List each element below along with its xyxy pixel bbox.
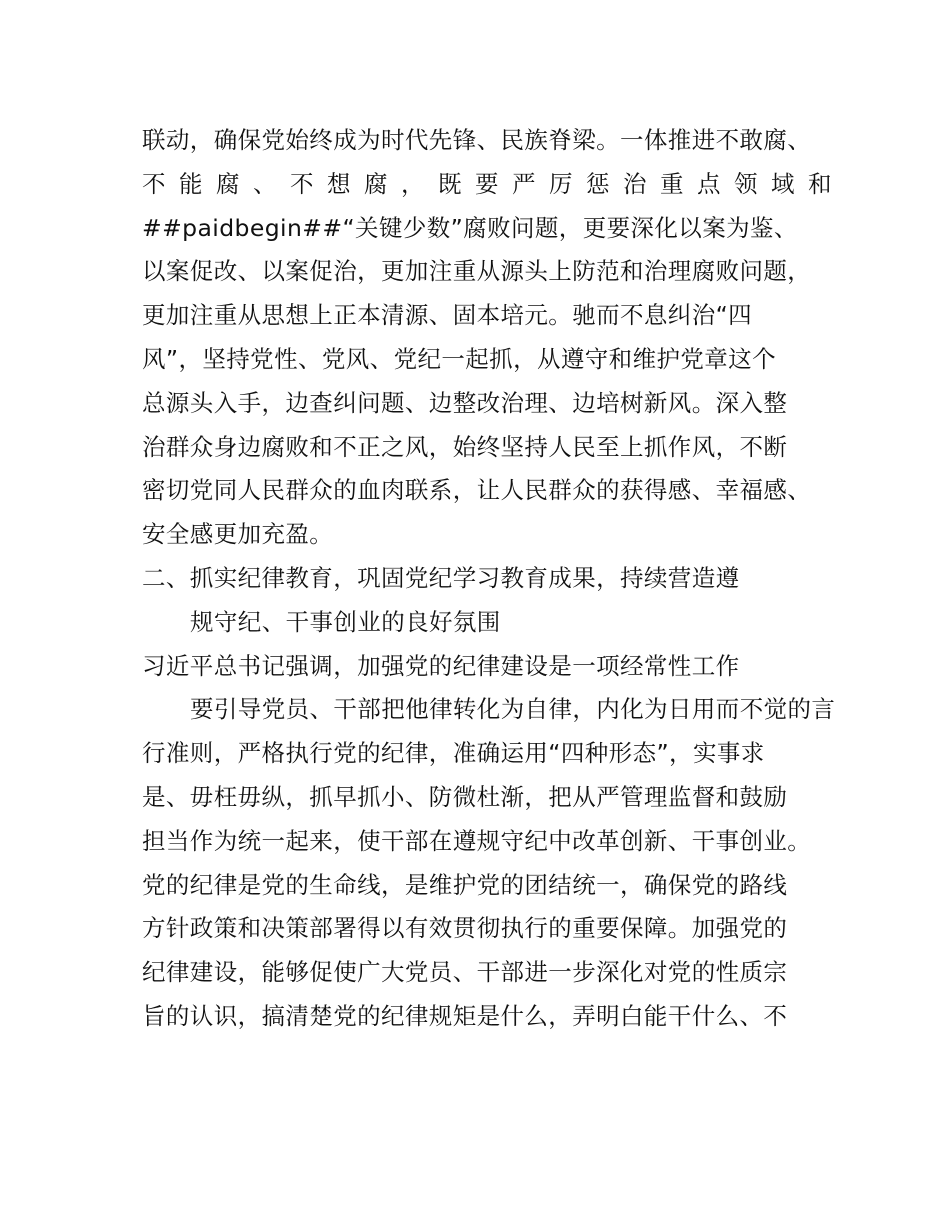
spaced-char: 治 — [623, 169, 647, 198]
spaced-char: 能 — [179, 169, 203, 198]
text-line: 联动，确保党始终成为时代先锋、民族脊梁。一体推进不敢腐、 — [142, 126, 812, 154]
text-line: 二、抓实纪律教育，巩固党纪学习教育成果，持续营造遵 — [142, 563, 740, 592]
text-line: 更加注重从思想上正本清源、固本培元。驰而不息纠治“四 — [142, 301, 753, 330]
spaced-char: ， — [401, 169, 425, 198]
spaced-char: 严 — [512, 169, 536, 198]
text-line: 纪律建设，能够促使广大党员、干部进一步深化对党的性质宗 — [142, 958, 788, 987]
text-line: 治群众身边腐败和不正之风，始终坚持人民至上抓作风，不断 — [142, 432, 788, 461]
spaced-char: 重 — [660, 169, 684, 198]
section-heading-line: 规守纪、干事创业的良好氛围 — [190, 607, 501, 636]
spaced-char: 不 — [142, 169, 166, 198]
text-line: 旨的认识，搞清楚党的纪律规矩是什么，弄明白能干什么、不 — [142, 1001, 788, 1030]
text-line: 是、毋枉毋纵，抓早抓小、防微杜渐，把从严管理监督和鼓励 — [142, 782, 788, 811]
spaced-char: 厉 — [549, 169, 573, 198]
text-line: 行准则，严格执行党的纪律，准确运用“四种形态”，实事求 — [142, 739, 765, 768]
body-text — [142, 119, 836, 1039]
spaced-char: 、 — [253, 169, 277, 198]
spaced-char: 既 — [438, 169, 462, 198]
text-line: ##paidbegin##“关键少数”腐败问题，更要深化以案为鉴、 — [142, 213, 798, 242]
text-line: 总源头入手，边查纠问题、边整改治理、边培树新风。深入整 — [142, 388, 788, 417]
spaced-char: 领 — [734, 169, 758, 198]
spaced-char: 惩 — [586, 169, 610, 198]
spaced-char: 想 — [327, 169, 351, 198]
spaced-char: 腐 — [216, 169, 240, 198]
spaced-char: 要 — [475, 169, 499, 198]
paragraph-first-line: 要引导党员、干部把他律转化为自律，内化为日用而不觉的言 — [190, 695, 836, 724]
spaced-char: 和 — [808, 169, 832, 198]
text-line: 以案促改、以案促治，更加注重从源头上防范和治理腐败问题， — [142, 257, 812, 286]
spaced-char: 腐 — [364, 169, 388, 198]
text-line: 党的纪律是党的生命线，是维护党的团结统一，确保党的路线 — [142, 870, 788, 899]
text-line-spaced — [142, 163, 832, 207]
spaced-char: 域 — [771, 169, 795, 198]
text-line: 方针政策和决策部署得以有效贯彻执行的重要保障。加强党的 — [142, 914, 788, 943]
spaced-char: 不 — [290, 169, 314, 198]
text-line: 密切党同人民群众的血肉联系，让人民群众的获得感、幸福感、 — [142, 476, 812, 505]
section-heading-line: 习近平总书记强调，加强党的纪律建设是一项经常性工作 — [142, 651, 740, 680]
text-line: 风”，坚持党性、党风、党纪一起抓，从遵守和维护党章这个 — [142, 344, 776, 373]
text-line: 安全感更加充盈。 — [142, 520, 334, 549]
spaced-char: 点 — [697, 169, 721, 198]
text-line: 担当作为统一起来，使干部在遵规守纪中改革创新、干事创业。 — [142, 826, 812, 855]
